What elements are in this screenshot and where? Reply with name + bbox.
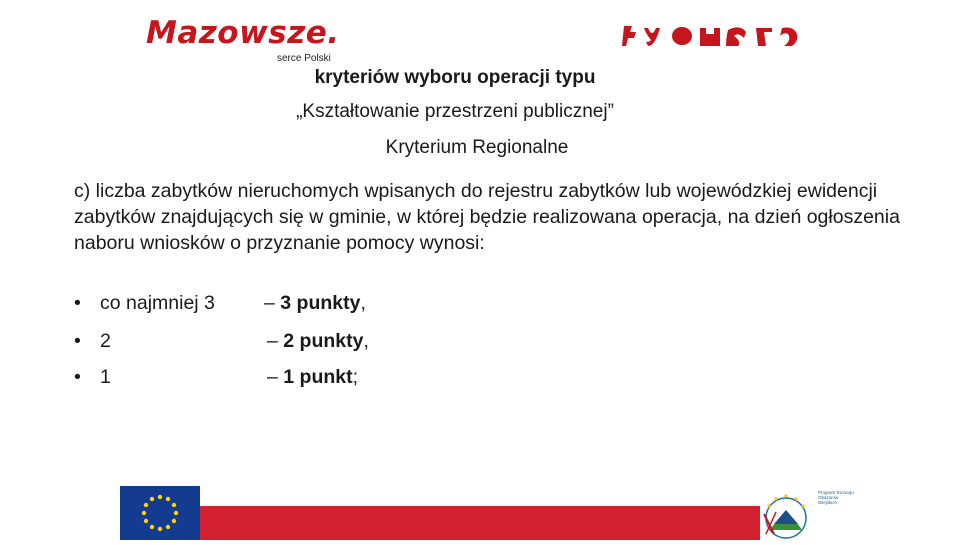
deco-glyph-2 [644,28,660,46]
criterion-description [74,178,904,256]
deco-glyph-3 [672,27,692,45]
bullet-icon: • [74,330,81,352]
decorative-logo-icon [622,24,818,50]
bullet-icon: • [74,292,81,314]
bullet-label: 2 [100,330,111,352]
deco-glyph-4 [700,28,720,46]
bullet-value: – 2 punkty, [267,330,369,352]
title-line-2: „Kształtowanie przestrzeni publicznej” [296,101,614,122]
footer-red-bar [200,506,760,540]
title-line-1: kryteriów wyboru operacji typu [314,67,596,88]
bullet-label: co najmniej 3 [100,292,215,314]
bullet-icon: • [74,366,81,388]
deco-glyph-5 [726,27,746,46]
eu-flag-icon [120,486,200,540]
deco-glyph-7 [780,28,797,47]
deco-glyph-1 [622,26,636,46]
deco-glyph-6 [756,28,772,46]
title-line-3: Kryterium Regionalne [385,137,569,158]
bullet-value: – 3 punkty, [264,292,366,314]
criterion-paragraph: c) liczba zabytków nieruchomych wpisanych do rejestru zabytków lub wojewódzkiej ewidencji zabytków znajdujących się w gminie, w której będzie realizowana operacja, na dzień ogłoszenia naboru wniosków o przyznanie pomocy wynosi: [74,180,900,254]
mazowsze-tagline: serce Polski [277,53,331,64]
mazowsze-logo: Mazowsze. [146,15,340,51]
prow-label: Program Rozwoju Obszarów Wiejskich [818,490,854,505]
eu-stars [120,486,200,540]
bullet-value: – 1 punkt; [267,366,359,388]
bullet-label: 1 [100,366,111,388]
